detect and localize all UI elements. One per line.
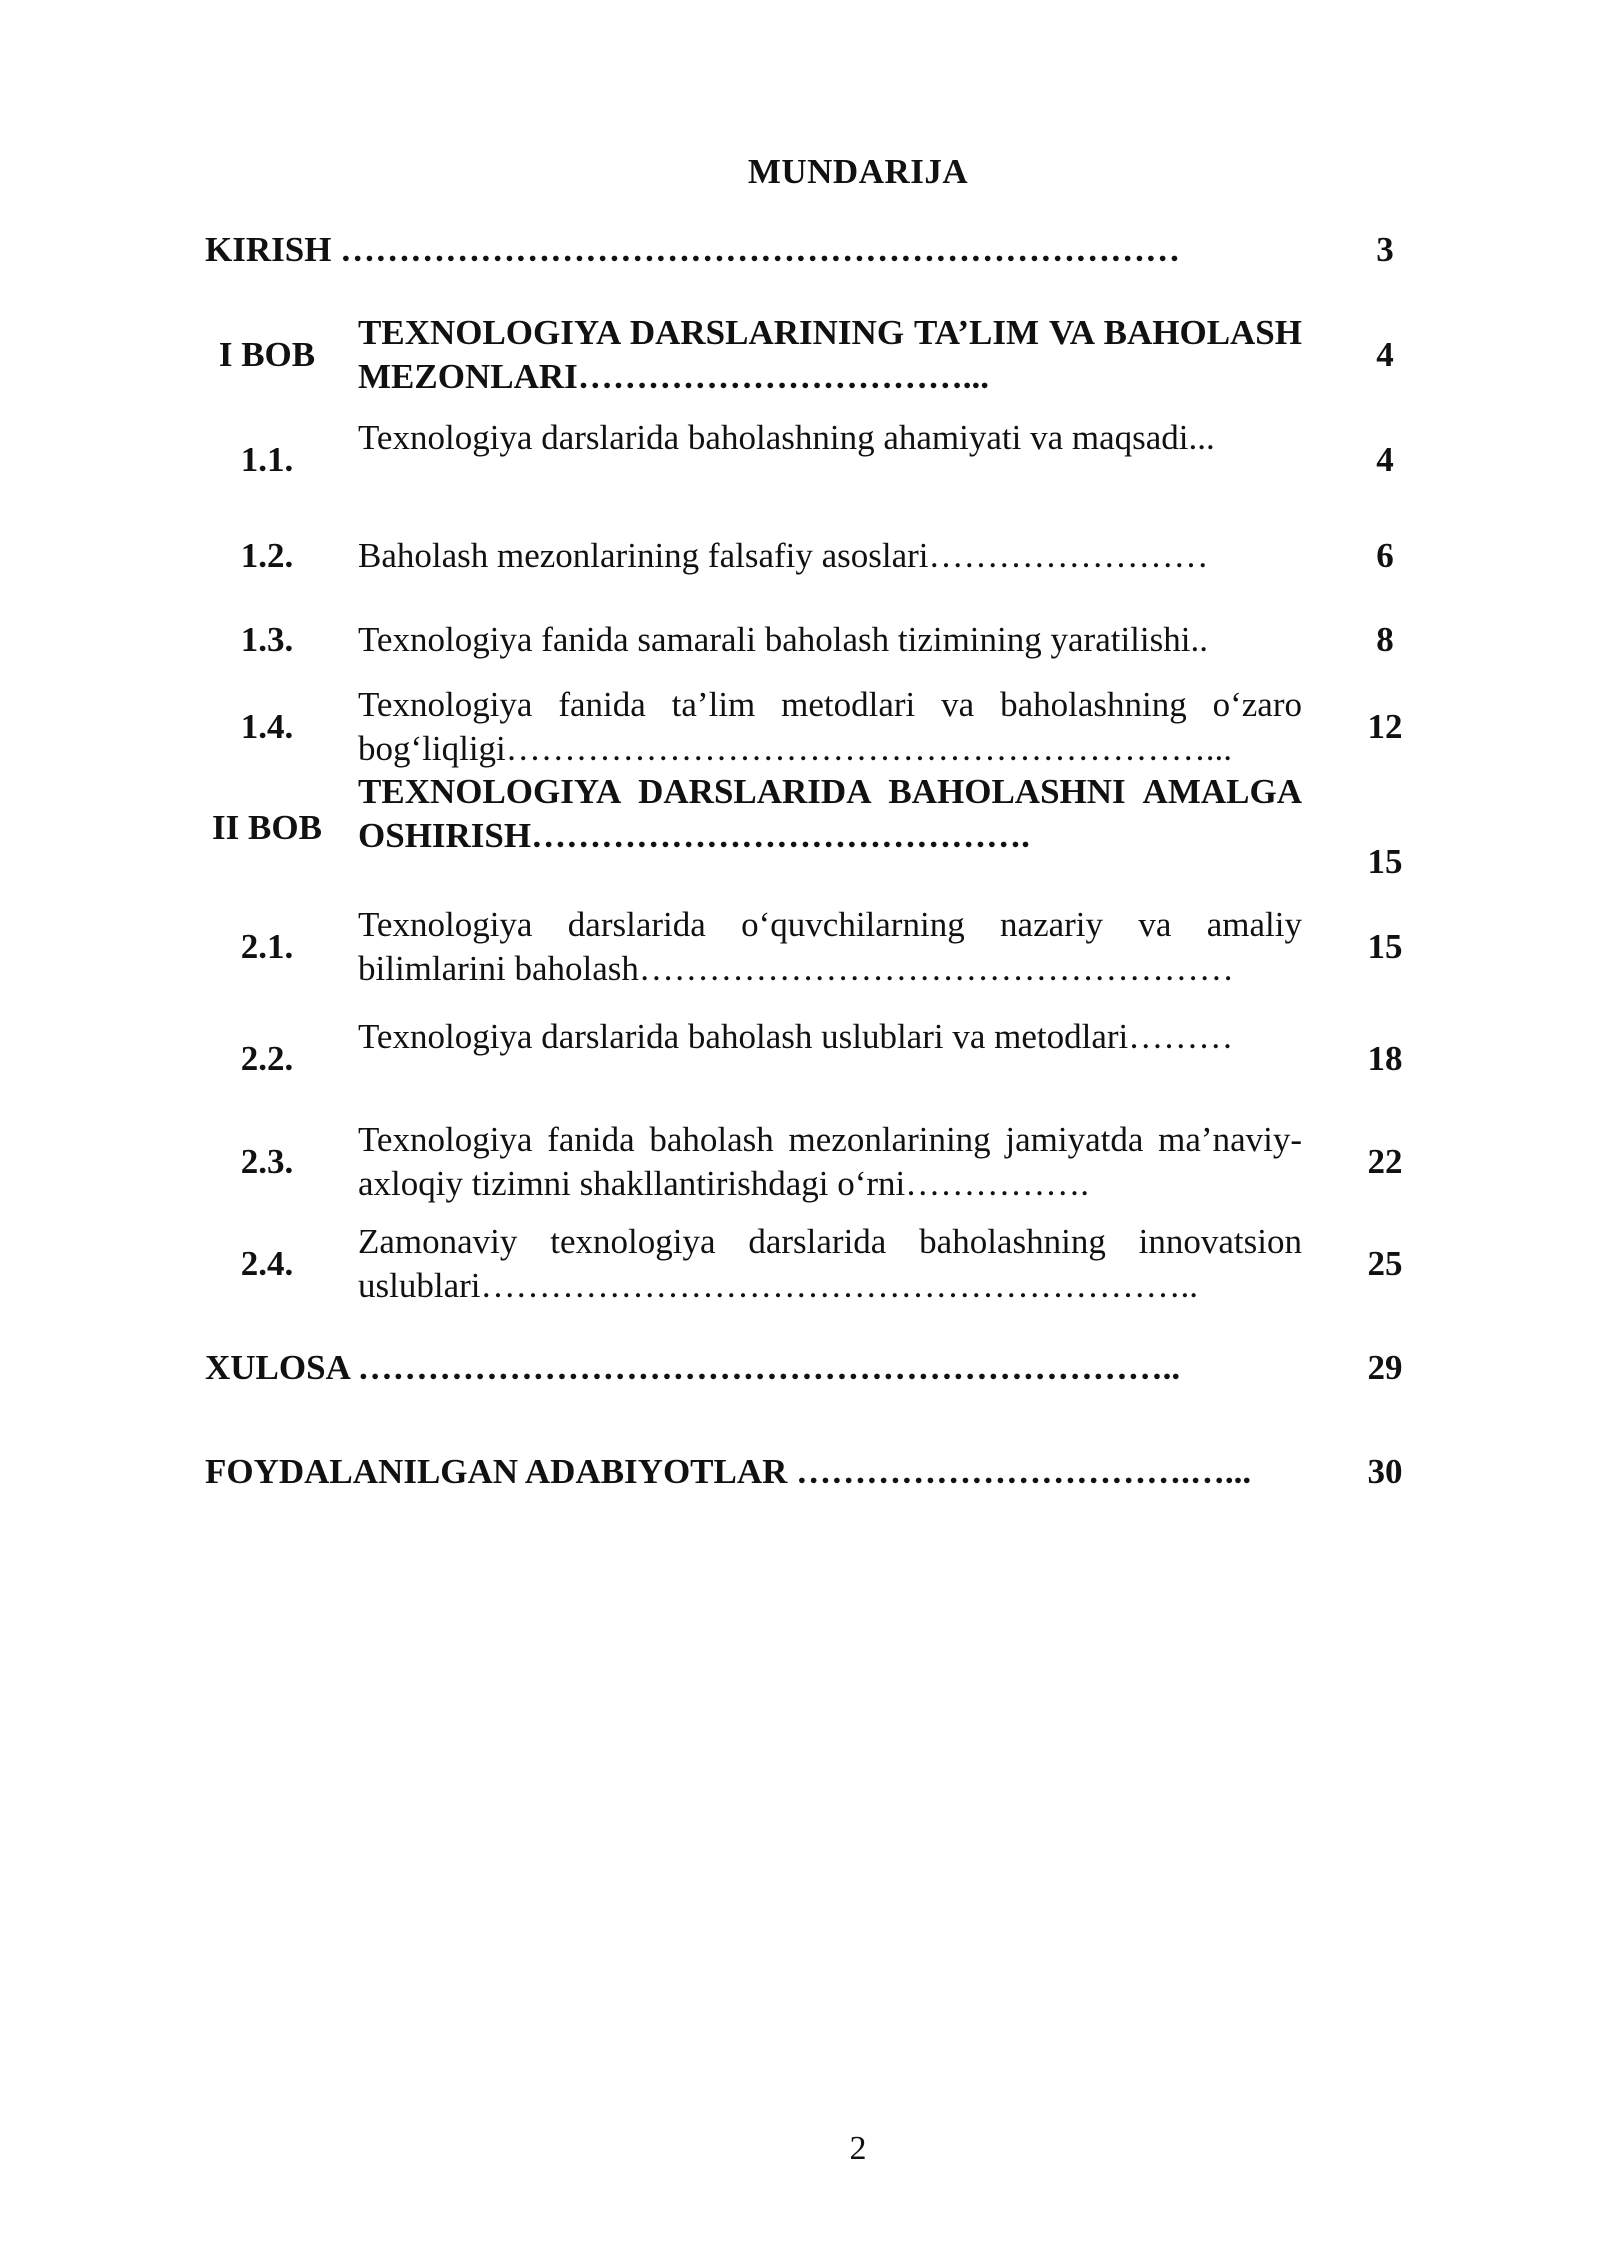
toc-entry-text: XULOSA …………………………………………………………….. — [205, 1348, 1181, 1387]
toc-page-number: 15 — [1367, 842, 1403, 881]
toc-entry-label: 1.2. — [240, 536, 294, 575]
toc-page-number: 4 — [1376, 335, 1394, 374]
toc-entry-label: 2.2. — [240, 1039, 294, 1078]
toc-entry-label: II BOB — [212, 808, 322, 847]
toc-page-number: 4 — [1376, 440, 1394, 479]
toc-page-number: 15 — [1367, 927, 1403, 966]
toc-entry-text: Texnologiya darslarida baholash uslublari va metodlari……… — [358, 1017, 1234, 1056]
toc-entry-text: Texnologiya darslarida baholashning ahamiyati va maqsadi... — [358, 418, 1215, 457]
toc-entry-text: TEXNOLOGIYA DARSLARIDA BAHOLASHNI AMALGA OSHIRISH……………………………………. — [358, 772, 1302, 855]
toc-entry-label: 1.1. — [240, 440, 294, 479]
toc-page-number: 22 — [1367, 1142, 1403, 1181]
toc-entry-label: 2.3. — [240, 1142, 294, 1181]
toc-page-number: 3 — [1376, 230, 1394, 269]
toc-entry-text: Texnologiya darslarida o‘quvchilarning nazariy va amaliy bilimlarini baholash…………………………………………… — [358, 905, 1302, 988]
toc-entry-text: KIRISH ……………………………………………………………… — [205, 230, 1181, 269]
toc-entry-label: 1.4. — [240, 707, 294, 746]
toc-page-number: 30 — [1367, 1452, 1403, 1491]
toc-entry-text: Zamonaviy texnologiya darslarida baholashning innovatsion uslublari…………………………………………………….. — [358, 1222, 1302, 1305]
toc-page-number: 6 — [1376, 536, 1394, 575]
toc-entry-text: Texnologiya fanida ta’lim metodlari va baholashning o‘zaro bog‘liqligi……………………………………………………... — [358, 685, 1302, 768]
toc-entry-label: 2.1. — [240, 927, 294, 966]
toc-entry-text: TEXNOLOGIYA DARSLARINING TA’LIM VA BAHOLASH MEZONLARI……………………………... — [358, 313, 1302, 396]
toc-entry-text: Texnologiya fanida samarali baholash tizimining yaratilishi.. — [358, 620, 1208, 659]
toc-entry-text: Baholash mezonlarining falsafiy asoslari…………………… — [358, 536, 1209, 575]
toc-entry-text: Texnologiya fanida baholash mezonlarining jamiyatda ma’naviy-axloqiy tizimni shakllantirishdagi o‘rni……………. — [358, 1120, 1302, 1203]
toc-page-number: 12 — [1367, 707, 1403, 746]
toc-entry-label: 1.3. — [240, 620, 294, 659]
toc-entry-label: I BOB — [218, 335, 316, 374]
toc-entry-text: FOYDALANILGAN ADABIYOTLAR …………………………….…... — [205, 1452, 1252, 1491]
toc-page-number: 29 — [1367, 1348, 1403, 1387]
toc-page-number: 8 — [1376, 620, 1394, 659]
page-number: 2 — [849, 2130, 867, 2167]
toc-page-number: 18 — [1367, 1039, 1403, 1078]
toc-page-number: 25 — [1367, 1244, 1403, 1283]
toc-entry-label: 2.4. — [240, 1244, 294, 1283]
page-title: MUNDARIJA — [747, 152, 969, 191]
